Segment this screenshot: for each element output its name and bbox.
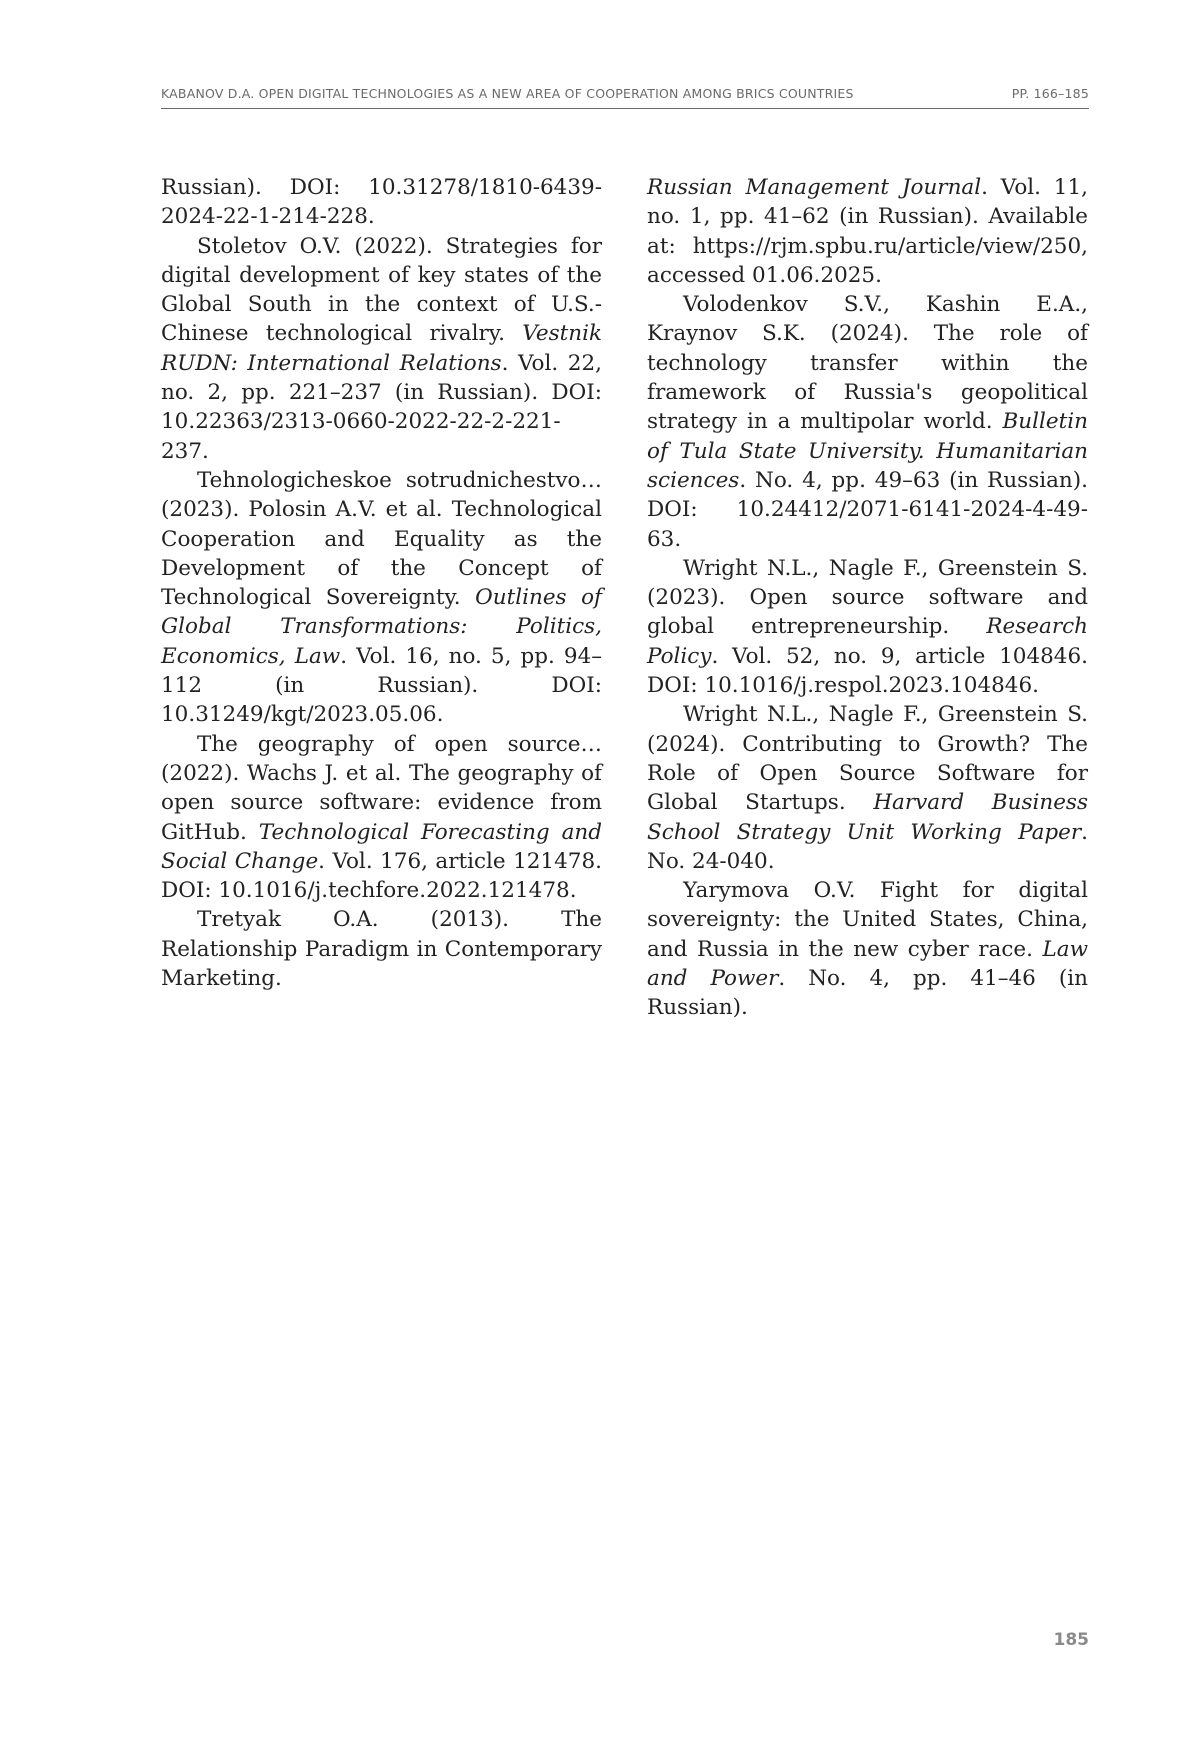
references-column-right [647, 173, 1088, 1023]
page-number: 185 [1053, 1630, 1089, 1650]
reference-entry: Russian). DOI: 10.31278/1810-6439-2024-22-1-214-228. [161, 175, 602, 230]
journal-title: Harvard Business School Strategy Unit Working Paper [647, 790, 1088, 845]
journal-title: Technological Forecasting and Social Change [161, 819, 603, 874]
running-header [161, 82, 1089, 109]
reference-entry: Yarymova O.V. Fight for digital sovereignty: the United States, China, and Russia in the new cyber race. Law and Power. No. 4, pp. 41–46 (in Russian). [647, 878, 1088, 1021]
journal-title: Outlines of Global Transformations: Politics, Economics, Law [161, 585, 602, 669]
journal-title: Law and Power [647, 936, 1088, 992]
running-header-title: KABANOV D.A. OPEN DIGITAL TECHNOLOGIES AS A NEW AREA OF COOPERATION AMONG BRICS COUNTRIES [161, 86, 854, 101]
journal-title: Research Policy [647, 614, 1088, 669]
reference-entry: Tehnologicheskoe sotrudnichestvo… (2023). Polosin A.V. et al. Technological Cooperation and Equality as the Development of the Concept of Technological Sovereignty. Outlines of Global Transformations: Politics, Economics, Law. Vol. 16, no. 5, pp. 94–112 (in Russian). DOI: 10.31249/kgt/2023.05.06. [161, 467, 602, 728]
journal-title: Russian Management Journal [647, 175, 982, 200]
reference-entry: Tretyak O.A. (2013). The Relationship Paradigm in Contemporary Marketing. [161, 907, 602, 992]
reference-entry: Wright N.L., Nagle F., Greenstein S. (2024). Contributing to Growth? The Role of Open Source Software for Global Startups. Harvard Business School Strategy Unit Working Paper. No. 24-040. [647, 702, 1088, 874]
reference-entry: Wright N.L., Nagle F., Greenstein S. (2023). Open source software and global entrepreneurship. Research Policy. Vol. 52, no. 9, article 104846. DOI: 10.1016/j.respol.2023.104846. [647, 555, 1088, 699]
journal-title: Vestnik RUDN: International Relations [161, 321, 602, 376]
running-header-page-range: PP. 166–185 [1011, 86, 1089, 101]
reference-entry: The geography of open source… (2022). Wachs J. et al. The geography of open source software: evidence from GitHub. Technological Forecasting and Social Change. Vol. 176, article 121478. DOI: 10.1016/j.techfore.2022.121478. [161, 731, 603, 904]
references-column-left [161, 173, 602, 993]
reference-entry: Volodenkov S.V., Kashin E.A., Kraynov S.K. (2024). The role of technology transfer within the framework of Russia's geopolitical strategy in a multipolar world. Bulletin of Tula State University. Humanitarian sciences. No. 4, pp. 49–63 (in Russian). DOI: 10.24412/2071-6141-2024-4-49-63. [647, 292, 1088, 552]
reference-entry: Russian Management Journal. Vol. 11, no. 1, pp. 41–62 (in Russian). Available at: https://rjm.spbu.ru/article/view/250, accessed 01.06.2025. [647, 175, 1088, 288]
reference-entry: Stoletov O.V. (2022). Strategies for digital development of key states of the Global South in the context of U.S.-Chinese technological rivalry. Vestnik RUDN: International Relations. Vol. 22, no. 2, pp. 221–237 (in Russian). DOI: 10.22363/2313-0660-2022-22-2-221-237. [161, 233, 602, 464]
journal-title: Bulletin of Tula State University. Humanitarian sciences [647, 409, 1088, 493]
